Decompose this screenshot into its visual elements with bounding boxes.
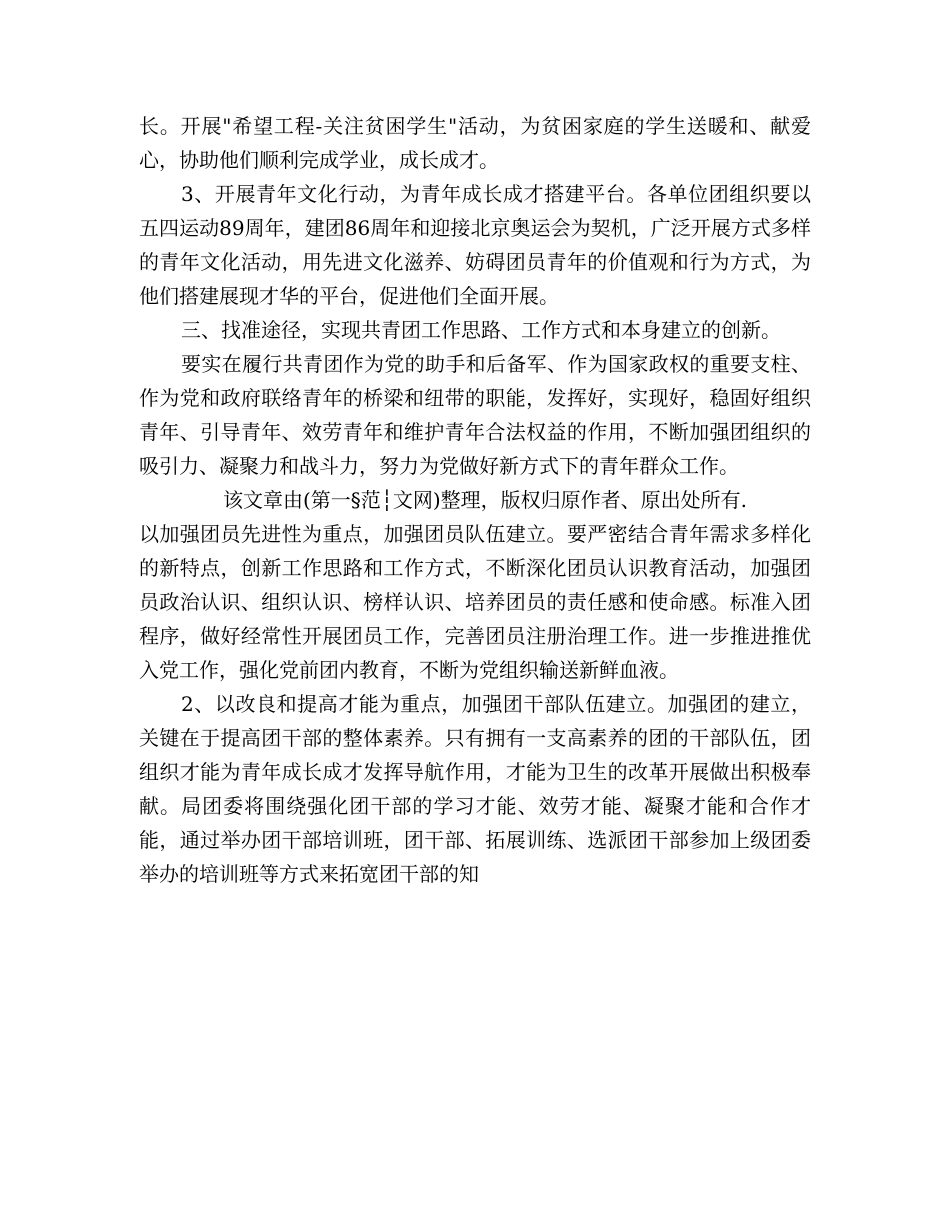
paragraph-continuation: 长。开展"希望工程-关注贫困学生"活动，为贫困家庭的学生送暖和、献爱心，协助他们顺利完成学业，成长成才。 [139, 114, 811, 172]
section-heading-three: 三、找准途径，实现共青团工作思路、工作方式和本身建立的创新。 [181, 318, 781, 342]
paragraph-youth-culture: 3、开展青年文化行动，为青年成长成才搭建平台。各单位团组织要以五四运动89周年，建团86周年和迎接北京奥运会为契机，广泛开展方式多样的青年文化活动，用先进文化滋养、妨碍团员青年的价值观和行为方式，为他们搭建展现才华的平台，促进他们全面开展。 [139, 182, 811, 308]
paragraph-functions: 要实在履行共青团作为党的助手和后备军、作为国家政权的重要支柱、作为党和政府联络青年的桥梁和纽带的职能，发挥好，实现好，稳固好组织青年、引导青年、效劳青年和维护青年合法权益的作用，不断加强团组织的吸引力、凝聚力和战斗力，努力为党做好新方式下的青年群众工作。 [139, 352, 811, 478]
source-note: 该文章由(第一§范┆文网)整理，版权归原作者、原出处所有. [223, 488, 748, 512]
paragraph-cadre-building: 2、以改良和提高才能为重点，加强团干部队伍建立。加强团的建立，关键在于提高团干部的整体素养。只有拥有一支高素养的团的干部队伍，团组织才能为青年成长成才发挥导航作用，才能为卫生的改革开展做出积极奉献。局团委将围绕强化团干部的学习才能、效劳才能、凝聚才能和合作才能，通过举办团干部培训班，团干部、拓展训练、选派团干部参加上级团委举办的培训班等方式来拓宽团干部的知 [139, 692, 811, 886]
paragraph-member-advancement: 以加强团员先进性为重点，加强团员队伍建立。要严密结合青年需求多样化的新特点，创新工作思路和工作方式，不断深化团员认识教育活动，加强团员政治认识、组织认识、榜样认识、培养团员的责任感和使命感。标准入团程序，做好经常性开展团员工作，完善团员注册治理工作。进一步推进推优入党工作，强化党前团内教育，不断为党组织输送新鲜血液。 [139, 522, 811, 682]
document-body [139, 109, 811, 891]
